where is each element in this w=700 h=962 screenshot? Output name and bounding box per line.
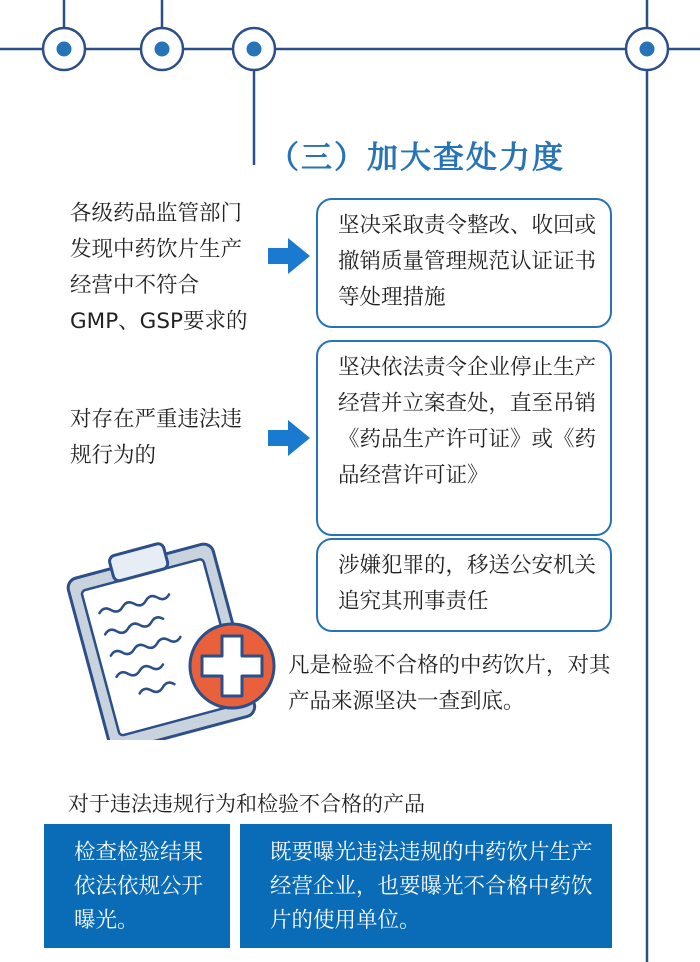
arrow-right-icon — [268, 420, 310, 456]
bottom-section-title: 对于违法违规行为和检验不合格的产品 — [68, 792, 425, 816]
measure-box-1: 坚决采取责令整改、收回或撤销质量管理规范认证证书等处理措施 — [316, 198, 612, 328]
measure-box-2: 坚决依法责令企业停止生产经营并立案查处，直至吊销《药品生产许可证》或《药品经营许可证》 — [316, 340, 612, 536]
arrow-right-icon — [268, 238, 310, 274]
section-title: （三）加大查处力度 — [268, 140, 565, 176]
result-box-2: 既要曝光违法违规的中药饮片生产经营企业，也要曝光不合格中药饮片的使用单位。 — [240, 824, 612, 948]
measure-box-3: 涉嫌犯罪的，移送公安机关追究其刑事责任 — [316, 538, 612, 632]
result-box-1: 检查检验结果依法依规公开曝光。 — [44, 824, 230, 948]
note-text: 凡是检验不合格的中药饮片，对其产品来源坚决一查到底。 — [288, 653, 611, 714]
condition-text-2: 对存在严重违法违规行为的 — [70, 407, 243, 468]
condition-text-1: 各级药品监管部门发现中药饮片生产经营中不符合GMP、GSP要求的 — [70, 201, 248, 334]
medical-cross-icon — [186, 620, 278, 712]
